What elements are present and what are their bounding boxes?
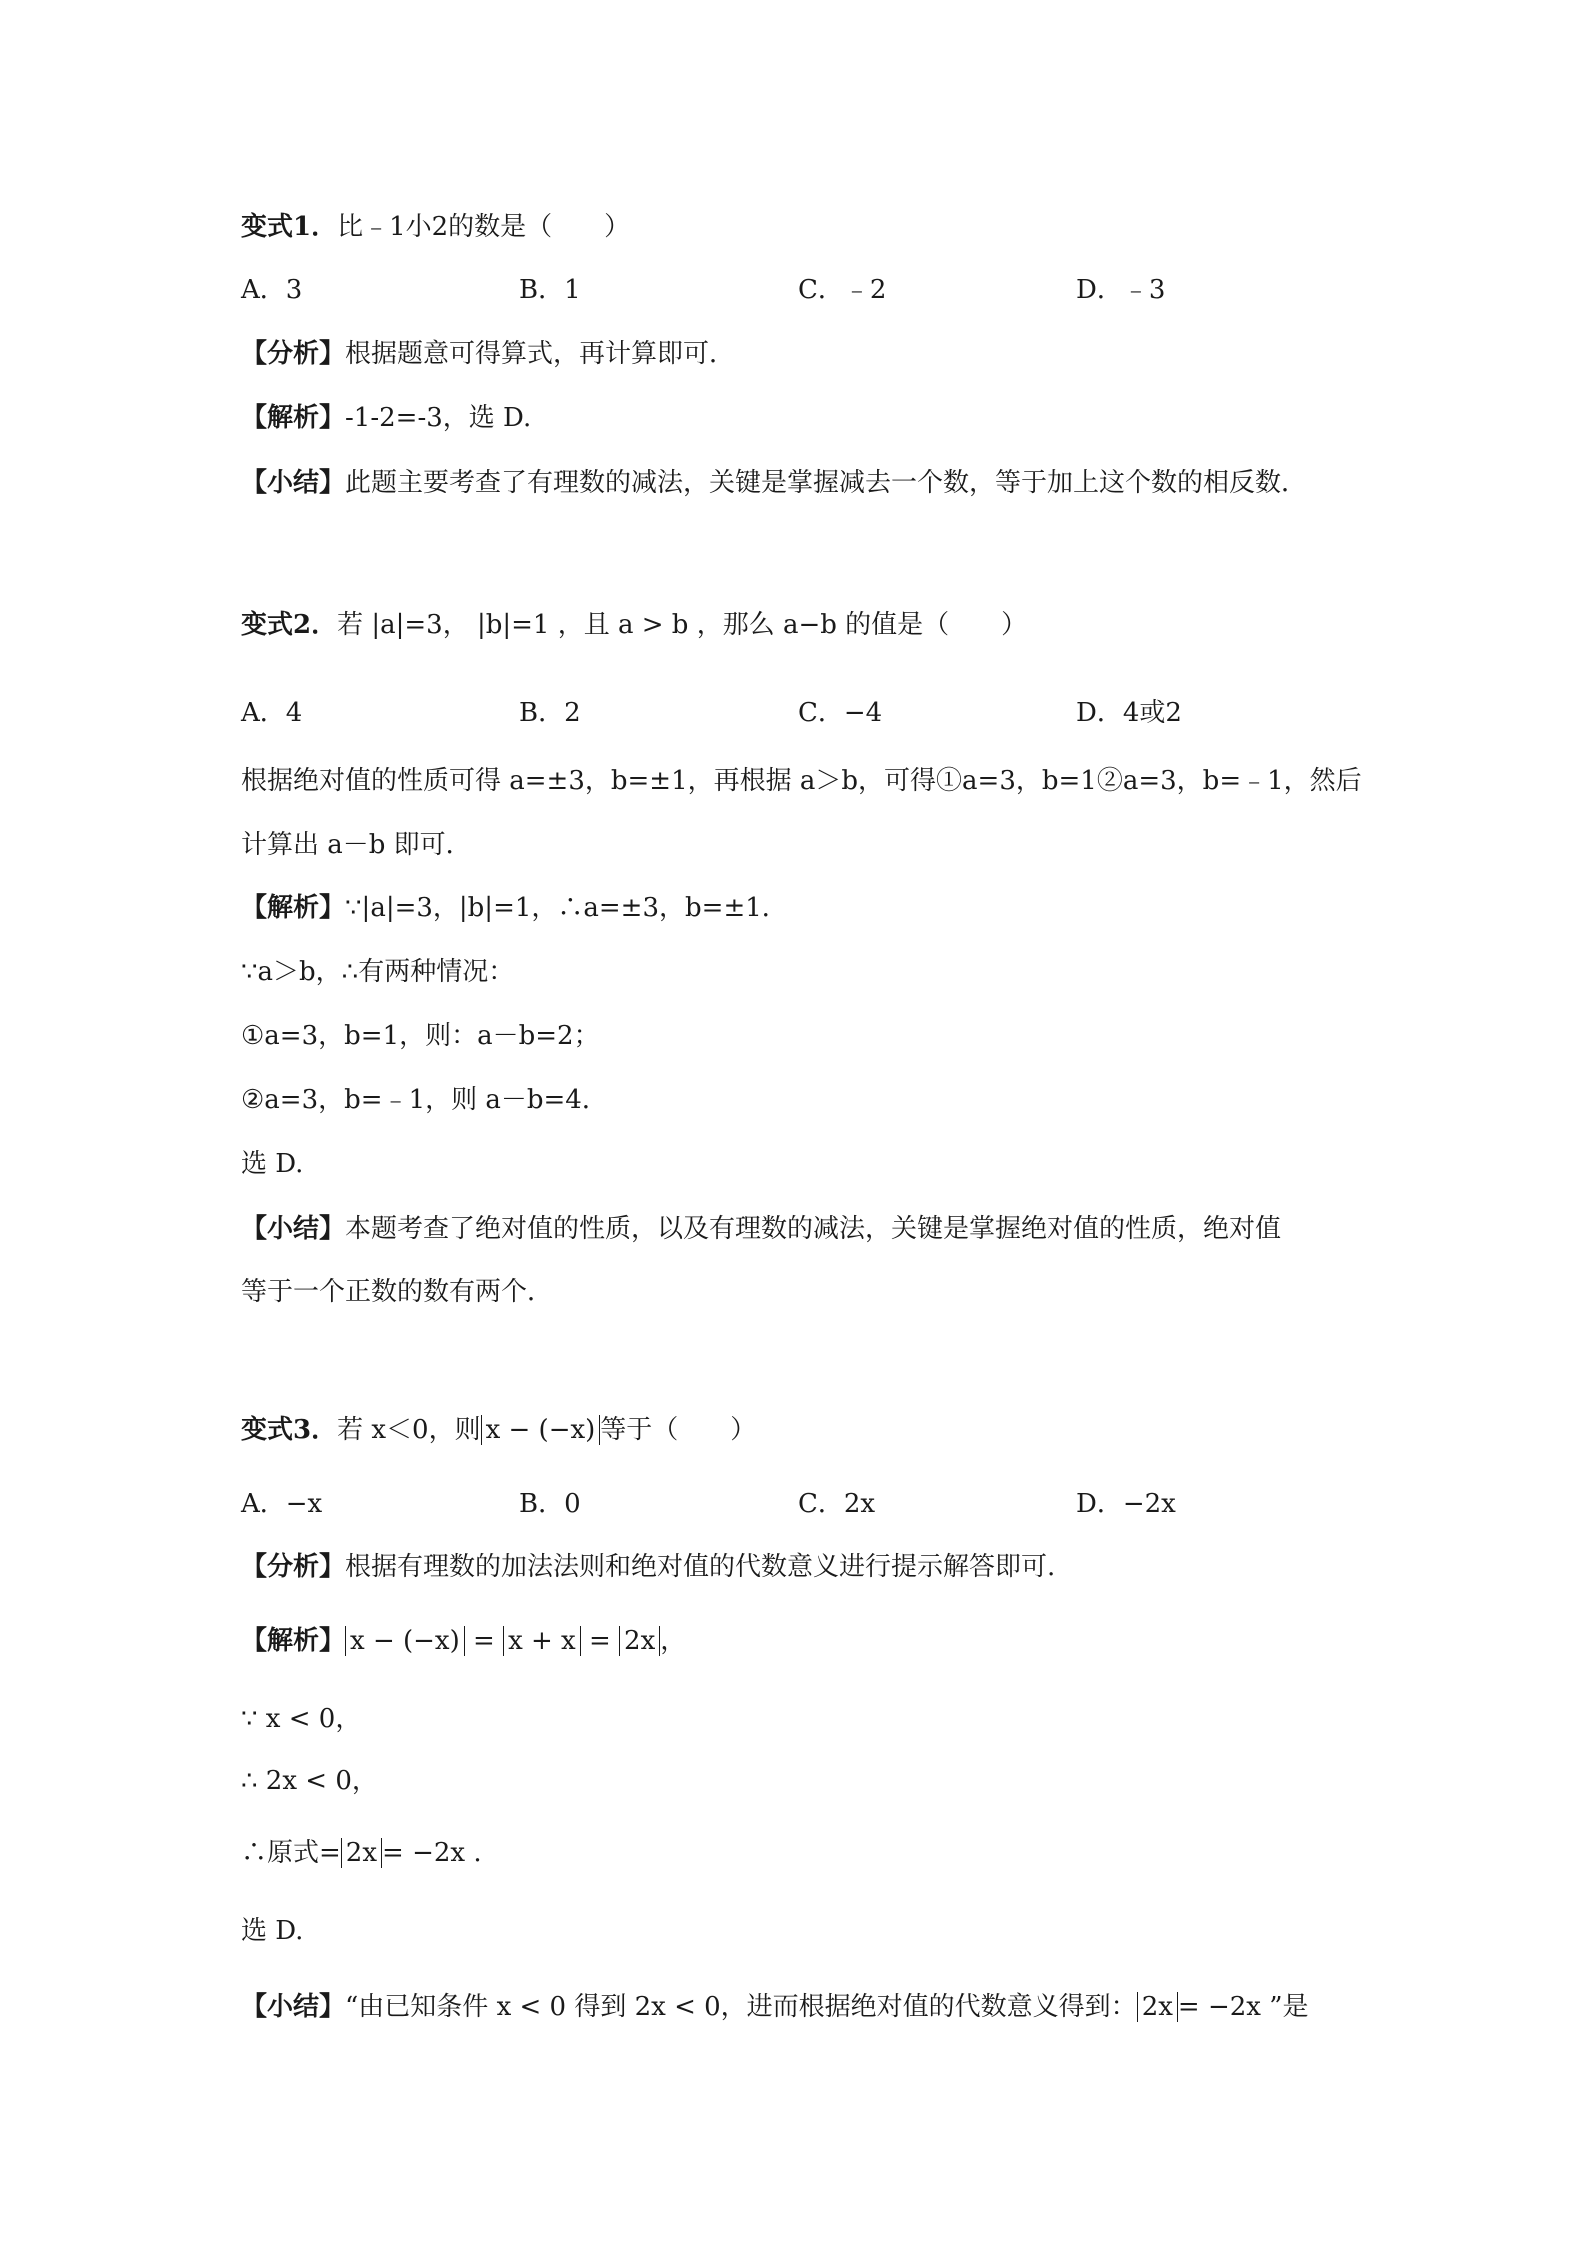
q3-stem-pre: 若 x＜0，则 — [337, 1415, 481, 1445]
q2-solution-line-5: 选 D. — [241, 1149, 304, 1179]
q3-solution: 【解析】 x − (−x) = x + x = 2x ， — [241, 1626, 687, 1656]
q1-summary — [241, 466, 1307, 500]
q3-analysis-text: 根据有理数的加法法则和绝对值的代数意义进行提示解答即可. — [345, 1552, 1056, 1582]
q1-option-b: B．1 — [519, 275, 581, 305]
q3-summary-tag: 【小结】 — [241, 1992, 346, 2022]
q3-solution-line-4-pre: ∴原式= — [241, 1838, 341, 1868]
q2-summary — [241, 1212, 1281, 1246]
q1-summary-tag: 【小结】 — [241, 468, 346, 498]
q3-summary-text-b: = −2x ”是 — [1177, 1992, 1309, 2022]
q3-option-d: D．−2x — [1076, 1489, 1176, 1519]
q1-stem-text: 比﹣1小2的数是（ ） — [337, 212, 631, 242]
q1-label: 变式1． — [241, 212, 338, 242]
q2-stem — [241, 608, 1027, 642]
q3-option-a: A．−x — [241, 1489, 323, 1519]
q3-solution-line-5: 选 D. — [241, 1916, 304, 1946]
q2-stem-text: 若 |a|=3， |b|=1 ，且 a > b ，那么 a−b 的值是（ ） — [337, 610, 1028, 640]
q2-solution-tag: 【解析】 — [241, 893, 346, 923]
q1-option-d: D．﹣3 — [1076, 275, 1166, 305]
q2-option-d: D．4或2 — [1076, 698, 1182, 728]
q3-option-b: B．0 — [519, 1489, 581, 1519]
q2-solution-line-4: ②a=3，b=﹣1，则 a－b=4． — [241, 1085, 608, 1115]
q2-analysis-line-1: 根据绝对值的性质可得 a=±3，b=±1，再根据 a＞b，可得①a=3，b=1②a=3，b=﹣1，然后 — [241, 766, 1362, 796]
q2-solution-line-1: ∵|a|=3，|b|=1，∴a=±3，b=±1． — [345, 893, 788, 923]
q2-label: 变式2． — [241, 610, 338, 640]
q3-analysis-tag: 【分析】 — [241, 1552, 346, 1582]
q3-solution-line-4 — [241, 1836, 482, 1870]
q1-option-c: C．﹣2 — [798, 275, 887, 305]
q1-solution — [241, 401, 531, 435]
q3-stem-post: 等于（ ） — [600, 1415, 757, 1445]
q3-option-c: C．2x — [798, 1489, 876, 1519]
q3-stem — [241, 1413, 756, 1447]
q3-analysis — [241, 1550, 1055, 1584]
q3-stem-abs-expr: x − (−x) — [481, 1415, 601, 1445]
q2-summary-tag: 【小结】 — [241, 1214, 346, 1244]
q2-option-c: C．−4 — [798, 698, 883, 728]
q3-label: 变式3． — [241, 1415, 338, 1445]
q3-solution-line-4-post: = −2x . — [382, 1838, 482, 1868]
q1-solution-tag: 【解析】 — [241, 403, 346, 433]
q3-summary-abs: 2x — [1137, 1992, 1178, 2022]
q2-summary-line-1: 本题考查了绝对值的性质，以及有理数的减法，关键是掌握绝对值的性质，绝对值 — [345, 1214, 1282, 1244]
q3-summary — [241, 1990, 1309, 2024]
q3-solution-line-4-abs: 2x — [341, 1838, 382, 1868]
q2-solution — [241, 891, 788, 925]
q2-analysis-line-2: 计算出 a－b 即可． — [241, 830, 472, 860]
q3-solution-abs-1: x − (−x) — [345, 1626, 465, 1656]
q1-summary-text: 此题主要考查了有理数的减法，关键是掌握减去一个数，等于加上这个数的相反数． — [345, 468, 1308, 498]
q1-analysis-text: 根据题意可得算式，再计算即可． — [345, 339, 736, 369]
q1-option-a: A．3 — [241, 275, 303, 305]
q2-option-a: A．4 — [241, 698, 303, 728]
q1-analysis-tag: 【分析】 — [241, 339, 346, 369]
q2-option-b: B．2 — [519, 698, 581, 728]
q2-solution-line-2: ∵a＞b，∴有两种情况： — [241, 957, 515, 987]
q3-solution-tag: 【解析】 — [241, 1626, 346, 1656]
q1-solution-text: -1-2=-3，选 D. — [345, 403, 532, 433]
q3-solution-abs-2: x + x — [503, 1626, 581, 1656]
q3-summary-text-a: “由已知条件 x < 0 得到 2x < 0，进而根据绝对值的代数意义得到： — [345, 1992, 1137, 2022]
q3-solution-line-3: ∴ 2x < 0， — [241, 1766, 378, 1796]
q3-solution-abs-3: 2x — [619, 1626, 660, 1656]
q1-analysis — [241, 337, 735, 371]
q2-solution-line-3: ①a=3，b=1，则：a－b=2； — [241, 1021, 600, 1051]
q1-stem — [241, 210, 630, 244]
q2-summary-line-2: 等于一个正数的数有两个． — [241, 1277, 554, 1307]
q3-solution-line-2: ∵ x < 0， — [241, 1704, 362, 1734]
